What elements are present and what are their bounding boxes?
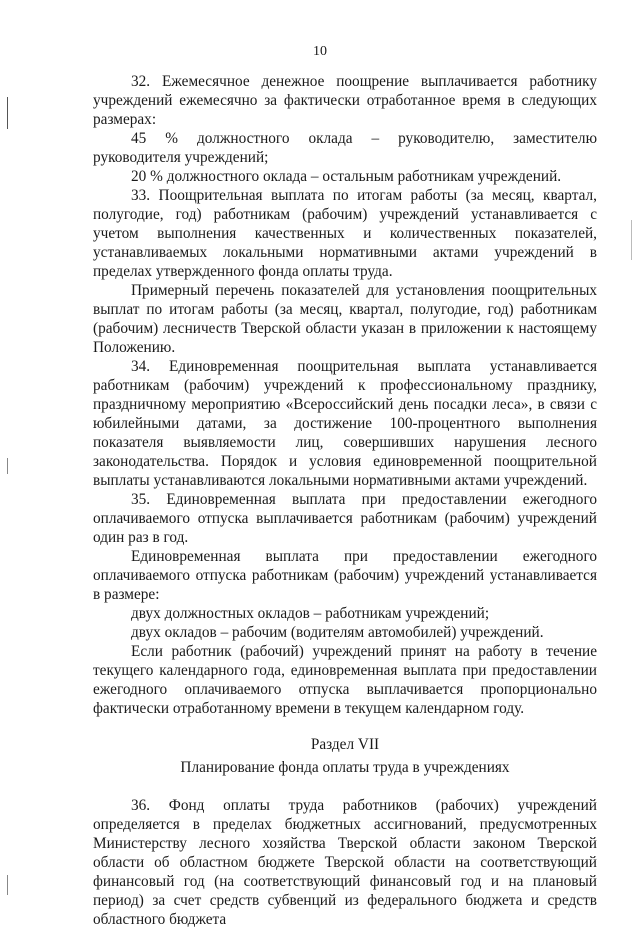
paragraph-35-item-1: двух должностных окладов – работникам учреждений; (131, 605, 490, 622)
page-number: 10 (313, 44, 327, 59)
paragraph-33: 33. Поощрительная выплата по итогам работы (за месяц, квартал, полугодие, год) работникам (рабочим) учреждений устанавливается с учетом выполнения качественных и количественных показателей, устанавливаемых локальными нормативными актами учреждений в пределах утвержденного фонда оплаты труда. (93, 187, 597, 280)
paragraph-34: 34. Единовременная поощрительная выплата устанавливается работникам (рабочим) учреждений к профессиональному празднику, праздничному мероприятию «Всероссийский день посадки леса», в связи с юбилейными датами, за достижение 100-процентного выполнения показателя выявляемости лиц, совершивших нарушения лесного законодательства. Порядок и условия единовременной поощрительной выплаты устанавливаются локальными нормативными актами учреждений. (93, 358, 597, 489)
paragraph-32-item-1: 45 % должностного оклада – руководителю, заместителю руководителя учреждений; (93, 130, 597, 166)
section-heading: Раздел VII (310, 736, 380, 753)
paragraph-35-proportional: Если работник (рабочий) учреждений принят на работу в течение текущего календарного года, единовременная выплата при предоставлении ежегодного оплачиваемого отпуска выплачивается пропорционально фактически отработанному времени в текущем календарном году. (93, 643, 597, 717)
margin-mark (7, 97, 8, 129)
paragraph-35: 35. Единовременная выплата при предоставлении ежегодного оплачиваемого отпуска выплачивается работникам (рабочим) учреждений один раз в год. (93, 491, 597, 546)
margin-mark (7, 458, 8, 474)
paragraph-35-item-2: двух окладов – рабочим (водителям автомобилей) учреждений. (131, 624, 544, 641)
paragraph-32: 32. Ежемесячное денежное поощрение выплачивается работнику учреждений ежемесячно за фактически отработанное время в следующих размерах: (93, 73, 597, 128)
section-subtitle: Планирование фонда оплаты труда в учреждениях (180, 759, 510, 776)
margin-mark (7, 875, 8, 895)
document-body (93, 72, 597, 929)
paragraph-32-item-2: 20 % должностного оклада – остальным работникам учреждений. (131, 168, 562, 185)
paragraph-36: 36. Фонд оплаты труда работников (рабочих) учреждений определяется в пределах бюджетных ассигнований, предусмотренных Министерству лесного хозяйства Тверской области законом Тверской области об областном бюджете Тверской области на соответствующий финансовый год (на соответствующий финансовый год и на плановый период) за счет средств субвенций из федерального бюджета и средств областного бюджета (93, 797, 597, 928)
paragraph-33-list-note: Примерный перечень показателей для установления поощрительных выплат по итогам работы (за месяц, квартал, полугодие, год) работникам (рабочим) лесничеств Тверской области указан в приложении к настоящему Положению. (93, 282, 597, 356)
paragraph-35-amount: Единовременная выплата при предоставлении ежегодного оплачиваемого отпуска работникам (рабочим) учреждений устанавливается в размере: (93, 548, 597, 603)
edge-mark (631, 220, 632, 260)
